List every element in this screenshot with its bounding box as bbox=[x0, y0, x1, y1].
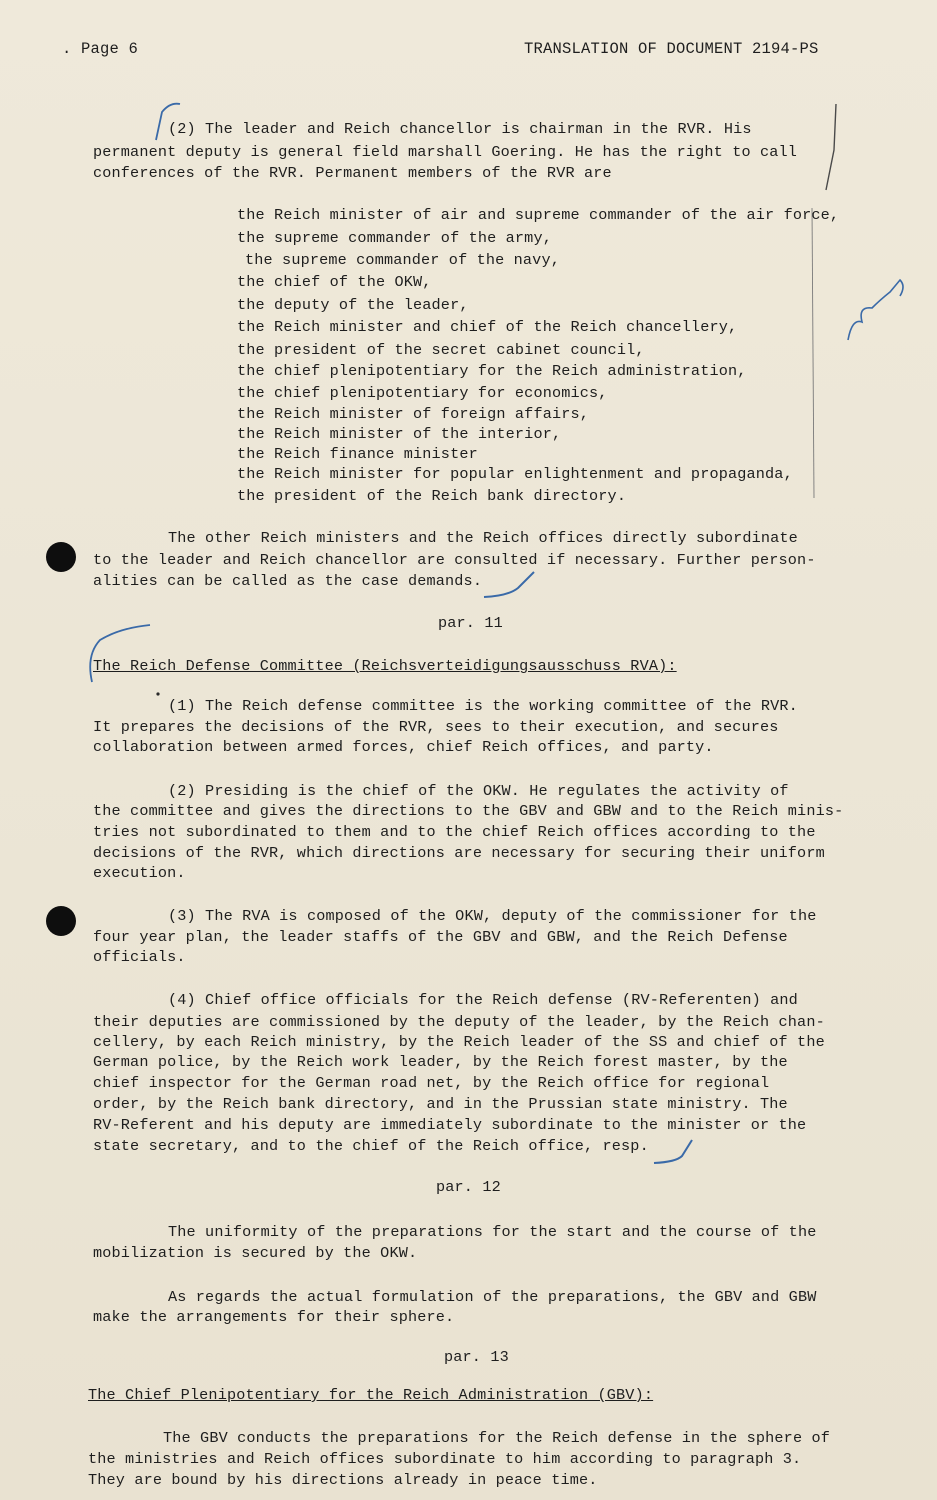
page-number: . Page 6 bbox=[62, 40, 139, 58]
member-item: the supreme commander of the navy, bbox=[245, 251, 560, 269]
member-item: the Reich minister of the interior, bbox=[237, 425, 562, 443]
member-item: the president of the Reich bank directory. bbox=[237, 487, 627, 505]
text-line: cellery, by each Reich ministry, by the Reich leader of the SS and chief of the bbox=[93, 1033, 825, 1051]
text-line: It prepares the decisions of the RVR, sees to their execution, and secures bbox=[93, 718, 779, 736]
document-title: TRANSLATION OF DOCUMENT 2194-PS bbox=[524, 40, 819, 58]
text-line: They are bound by his directions already in peace time. bbox=[88, 1471, 598, 1489]
text-line: alities can be called as the case demands. bbox=[93, 572, 483, 590]
text-line: (4) Chief office officials for the Reich defense (RV-Referenten) and bbox=[168, 991, 798, 1009]
text-line: tries not subordinated to them and to the chief Reich offices according to the bbox=[93, 823, 816, 841]
section-heading: The Reich Defense Committee (Reichsverteidigungsausschuss RVA): bbox=[93, 657, 677, 675]
text-line: As regards the actual formulation of the preparations, the GBV and GBW bbox=[168, 1288, 817, 1306]
text-line: the ministries and Reich offices subordinate to him according to paragraph 3. bbox=[88, 1450, 802, 1468]
section-heading: The Chief Plenipotentiary for the Reich Administration (GBV): bbox=[88, 1386, 654, 1404]
text-line: order, by the Reich bank directory, and in the Prussian state ministry. The bbox=[93, 1095, 788, 1113]
member-item: the deputy of the leader, bbox=[237, 296, 469, 314]
member-item: the Reich minister for popular enlightenment and propaganda, bbox=[237, 465, 793, 483]
section-number: par. 12 bbox=[436, 1178, 501, 1196]
text-line: conferences of the RVR. Permanent members of the RVR are bbox=[93, 164, 612, 182]
text-line: decisions of the RVR, which directions are necessary for securing their uniform bbox=[93, 844, 825, 862]
text-line: permanent deputy is general field marshall Goering. He has the right to call bbox=[93, 143, 798, 161]
text-line: to the leader and Reich chancellor are consulted if necessary. Further person- bbox=[93, 551, 816, 569]
text-line: mobilization is secured by the OKW. bbox=[93, 1244, 418, 1262]
text-line: make the arrangements for their sphere. bbox=[93, 1308, 455, 1326]
member-item: the Reich minister of air and supreme commander of the air force, bbox=[237, 206, 840, 224]
text-line: state secretary, and to the chief of the Reich office, resp. bbox=[93, 1137, 649, 1155]
member-item: the Reich minister and chief of the Reich chancellery, bbox=[237, 318, 738, 336]
text-line: (1) The Reich defense committee is the working committee of the RVR. bbox=[168, 697, 798, 715]
member-item: the supreme commander of the army, bbox=[237, 229, 552, 247]
member-item: the president of the secret cabinet council, bbox=[237, 341, 645, 359]
member-item: the chief plenipotentiary for the Reich administration, bbox=[237, 362, 747, 380]
member-item: the Reich minister of foreign affairs, bbox=[237, 405, 590, 423]
text-line: officials. bbox=[93, 948, 186, 966]
text-line: (2) The leader and Reich chancellor is chairman in the RVR. His bbox=[168, 120, 752, 138]
section-number: par. 11 bbox=[438, 614, 503, 632]
text-line: their deputies are commissioned by the deputy of the leader, by the Reich chan- bbox=[93, 1013, 825, 1031]
section-number: par. 13 bbox=[444, 1348, 509, 1366]
text-line: German police, by the Reich work leader, by the Reich forest master, by the bbox=[93, 1053, 788, 1071]
text-line: (2) Presiding is the chief of the OKW. He regulates the activity of bbox=[168, 782, 789, 800]
text-line: four year plan, the leader staffs of the GBV and GBW, and the Reich Defense bbox=[93, 928, 788, 946]
member-item: the Reich finance minister bbox=[237, 445, 478, 463]
text-line: (3) The RVA is composed of the OKW, deputy of the commissioner for the bbox=[168, 907, 817, 925]
member-item: the chief of the OKW, bbox=[237, 273, 432, 291]
text-line: The other Reich ministers and the Reich offices directly subordinate bbox=[168, 529, 798, 547]
text-line: chief inspector for the German road net, by the Reich office for regional bbox=[93, 1074, 770, 1092]
text-line: the committee and gives the directions to the GBV and GBW and to the Reich minis- bbox=[93, 802, 844, 820]
text-line: collaboration between armed forces, chief Reich offices, and party. bbox=[93, 738, 714, 756]
text-line: execution. bbox=[93, 864, 186, 882]
text-line: The uniformity of the preparations for the start and the course of the bbox=[168, 1223, 817, 1241]
member-item: the chief plenipotentiary for economics, bbox=[237, 384, 608, 402]
text-line: RV-Referent and his deputy are immediately subordinate to the minister or the bbox=[93, 1116, 807, 1134]
text-line: The GBV conducts the preparations for the Reich defense in the sphere of bbox=[163, 1429, 831, 1447]
